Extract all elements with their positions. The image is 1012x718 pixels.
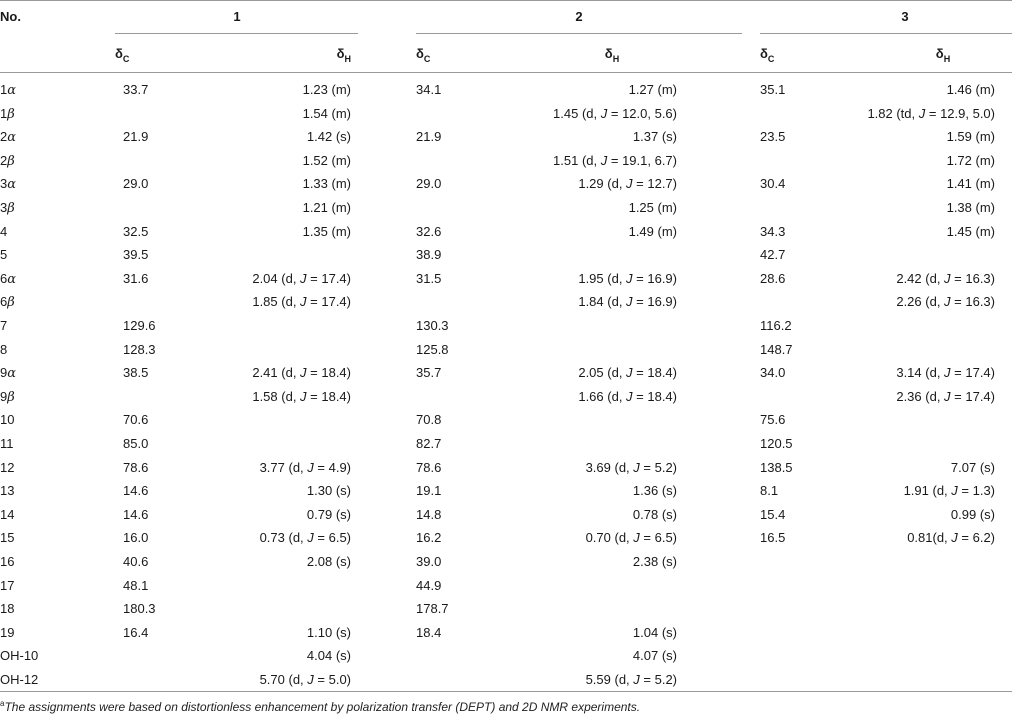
compound-1-header: 1	[233, 9, 241, 24]
position-label: 6α	[0, 271, 17, 287]
position-label: 15	[0, 530, 15, 545]
proton-shift-3: 0.99 (s)	[950, 507, 995, 522]
carbon-shift-1: 14.6	[123, 483, 149, 498]
dh-header-1: $\delta_H$	[336, 46, 351, 64]
proton-shift-2: 0.78 (s)	[632, 507, 677, 522]
proton-shift-3: 1.41 (m)	[946, 176, 995, 191]
position-label: 17	[0, 578, 15, 593]
proton-shift-2: 1.29 (d, J = 12.7)	[578, 176, 677, 191]
position-label: 9β	[0, 389, 15, 405]
carbon-shift-2: 38.9	[416, 247, 442, 262]
header-bottom-rule	[0, 72, 1012, 73]
proton-shift-1: 0.79 (s)	[306, 507, 351, 522]
carbon-shift-1: 70.6	[123, 412, 149, 427]
proton-shift-3: 7.07 (s)	[950, 460, 995, 475]
proton-shift-2: 3.69 (d, J = 5.2)	[585, 460, 677, 475]
carbon-shift-1: 40.6	[123, 554, 149, 569]
carbon-shift-3: 16.5	[760, 530, 786, 545]
proton-shift-3: 0.81(d, J = 6.2)	[907, 530, 995, 545]
carbon-shift-3: 35.1	[760, 82, 786, 97]
carbon-shift-2: 82.7	[416, 436, 442, 451]
position-label: 1β	[0, 106, 15, 122]
proton-shift-1: 1.10 (s)	[306, 625, 351, 640]
compound-2-header: 2	[575, 9, 583, 24]
carbon-shift-1: 16.0	[123, 530, 149, 545]
table-footnote	[0, 699, 640, 714]
carbon-shift-3: 116.2	[760, 318, 792, 333]
proton-shift-1: 2.41 (d, J = 18.4)	[252, 365, 351, 380]
position-label: 11	[0, 436, 14, 451]
carbon-shift-1: 78.6	[123, 460, 149, 475]
compound-3-rule	[760, 33, 1012, 34]
proton-shift-1: 1.42 (s)	[306, 129, 351, 144]
proton-shift-1: 4.04 (s)	[306, 648, 351, 663]
proton-shift-3: 2.42 (d, J = 16.3)	[896, 271, 995, 286]
proton-shift-3: 2.36 (d, J = 17.4)	[896, 389, 995, 404]
carbon-shift-1: 21.9	[123, 129, 149, 144]
proton-shift-3: 1.72 (m)	[946, 153, 995, 168]
compound-1-rule	[115, 33, 358, 34]
position-label: 7	[0, 318, 8, 333]
position-label: 4	[0, 224, 8, 239]
proton-shift-2: 2.38 (s)	[632, 554, 677, 569]
proton-shift-1: 1.30 (s)	[306, 483, 351, 498]
proton-shift-3: 1.46 (m)	[946, 82, 995, 97]
position-label: 12	[0, 460, 15, 475]
position-label: 6β	[0, 294, 15, 310]
proton-shift-1: 1.54 (m)	[302, 106, 351, 121]
dc-header-2: $\delta_C$	[416, 46, 431, 64]
carbon-shift-1: 128.3	[123, 342, 156, 357]
carbon-shift-1: 48.1	[123, 578, 149, 593]
carbon-shift-1: 33.7	[123, 82, 149, 97]
carbon-shift-1: 31.6	[123, 271, 149, 286]
position-label: OH-10	[0, 648, 39, 663]
carbon-shift-2: 130.3	[416, 318, 449, 333]
proton-shift-2: 1.37 (s)	[632, 129, 677, 144]
carbon-shift-3: 8.1	[760, 483, 779, 498]
position-label: 9α	[0, 365, 17, 381]
proton-shift-1: 1.52 (m)	[302, 153, 351, 168]
position-label: 8	[0, 342, 8, 357]
proton-shift-1: 1.23 (m)	[302, 82, 351, 97]
proton-shift-2: 1.95 (d, J = 16.9)	[578, 271, 677, 286]
carbon-shift-2: 16.2	[416, 530, 442, 545]
position-label: 1α	[0, 82, 17, 98]
position-label: 18	[0, 601, 15, 616]
carbon-shift-2: 29.0	[416, 176, 442, 191]
carbon-shift-3: 120.5	[760, 436, 793, 451]
carbon-shift-2: 70.8	[416, 412, 442, 427]
proton-shift-2: 0.70 (d, J = 6.5)	[585, 530, 677, 545]
proton-shift-2: 2.05 (d, J = 18.4)	[578, 365, 677, 380]
proton-shift-3: 2.26 (d, J = 16.3)	[896, 294, 995, 309]
proton-shift-1: 2.08 (s)	[306, 554, 351, 569]
carbon-shift-3: 15.4	[760, 507, 786, 522]
carbon-shift-1: 38.5	[123, 365, 149, 380]
carbon-shift-3: 34.0	[760, 365, 786, 380]
proton-shift-2: 5.59 (d, J = 5.2)	[585, 672, 677, 687]
position-label: 10	[0, 412, 15, 427]
proton-shift-2: 1.45 (d, J = 12.0, 5.6)	[553, 106, 677, 121]
position-label: 5	[0, 247, 8, 262]
carbon-shift-2: 18.4	[416, 625, 442, 640]
carbon-shift-2: 34.1	[416, 82, 442, 97]
proton-shift-3: 1.38 (m)	[946, 200, 995, 215]
proton-shift-3: 1.59 (m)	[946, 129, 995, 144]
proton-shift-3: 3.14 (d, J = 17.4)	[896, 365, 995, 380]
table-bottom-rule	[0, 691, 1012, 692]
carbon-shift-3: 42.7	[760, 247, 786, 262]
carbon-shift-1: 180.3	[123, 601, 156, 616]
carbon-shift-2: 32.6	[416, 224, 442, 239]
carbon-shift-2: 35.7	[416, 365, 442, 380]
dc-header-1: $\delta_C$	[115, 46, 130, 64]
carbon-shift-2: 19.1	[416, 483, 442, 498]
no-column-header: No.	[0, 9, 21, 24]
proton-shift-1: 1.58 (d, J = 18.4)	[252, 389, 351, 404]
proton-shift-1: 1.33 (m)	[302, 176, 351, 191]
proton-shift-2: 1.04 (s)	[632, 625, 677, 640]
position-label: 19	[0, 625, 15, 640]
proton-shift-3: 1.45 (m)	[946, 224, 995, 239]
proton-shift-2: 4.07 (s)	[632, 648, 677, 663]
position-label: 16	[0, 554, 15, 569]
proton-shift-1: 1.85 (d, J = 17.4)	[252, 294, 351, 309]
carbon-shift-2: 39.0	[416, 554, 442, 569]
proton-shift-2: 1.49 (m)	[628, 224, 677, 239]
proton-shift-1: 1.35 (m)	[302, 224, 351, 239]
compound-2-rule	[416, 33, 742, 34]
carbon-shift-2: 21.9	[416, 129, 442, 144]
proton-shift-2: 1.36 (s)	[632, 483, 677, 498]
carbon-shift-3: 34.3	[760, 224, 786, 239]
position-label: 14	[0, 507, 15, 522]
carbon-shift-3: 75.6	[760, 412, 786, 427]
table-top-rule	[0, 0, 1012, 1]
carbon-shift-1: 32.5	[123, 224, 149, 239]
carbon-shift-1: 14.6	[123, 507, 149, 522]
dh-header-2: $\delta_H$	[604, 46, 620, 64]
carbon-shift-3: 28.6	[760, 271, 786, 286]
footnote-marker: a	[0, 699, 5, 708]
proton-shift-3: 1.82 (td, J = 12.9, 5.0)	[867, 106, 995, 121]
proton-shift-1: 3.77 (d, J = 4.9)	[259, 460, 351, 475]
carbon-shift-3: 138.5	[760, 460, 793, 475]
footnote-text: The assignments were based on distortionless enhancement by polarization transfer (DEPT) and 2D NMR experiments.	[4, 700, 641, 714]
carbon-shift-3: 30.4	[760, 176, 786, 191]
position-label: 13	[0, 483, 15, 498]
dh-header-3: $\delta_H$	[935, 46, 951, 64]
carbon-shift-3: 148.7	[760, 342, 793, 357]
position-label: OH-12	[0, 672, 39, 687]
proton-shift-3: 1.91 (d, J = 1.3)	[903, 483, 995, 498]
carbon-shift-2: 178.7	[416, 601, 449, 616]
position-label: 3β	[0, 200, 15, 216]
carbon-shift-3: 23.5	[760, 129, 786, 144]
proton-shift-1: 5.70 (d, J = 5.0)	[259, 672, 351, 687]
carbon-shift-2: 78.6	[416, 460, 442, 475]
carbon-shift-1: 16.4	[123, 625, 149, 640]
carbon-shift-1: 39.5	[123, 247, 149, 262]
proton-shift-2: 1.51 (d, J = 19.1, 6.7)	[553, 153, 677, 168]
proton-shift-1: 2.04 (d, J = 17.4)	[252, 271, 351, 286]
proton-shift-2: 1.84 (d, J = 16.9)	[578, 294, 677, 309]
carbon-shift-1: 85.0	[123, 436, 149, 451]
position-label: 2β	[0, 153, 15, 169]
carbon-shift-2: 125.8	[416, 342, 449, 357]
proton-shift-2: 1.25 (m)	[628, 200, 677, 215]
carbon-shift-1: 29.0	[123, 176, 149, 191]
proton-shift-1: 0.73 (d, J = 6.5)	[259, 530, 351, 545]
carbon-shift-2: 14.8	[416, 507, 442, 522]
dc-header-3: $\delta_C$	[760, 46, 775, 64]
carbon-shift-2: 44.9	[416, 578, 442, 593]
position-label: 2α	[0, 129, 17, 145]
position-label: 3α	[0, 176, 17, 192]
proton-shift-2: 1.27 (m)	[628, 82, 677, 97]
proton-shift-1: 1.21 (m)	[302, 200, 351, 215]
proton-shift-2: 1.66 (d, J = 18.4)	[578, 389, 677, 404]
carbon-shift-1: 129.6	[123, 318, 156, 333]
carbon-shift-2: 31.5	[416, 271, 442, 286]
compound-3-header: 3	[901, 9, 909, 24]
